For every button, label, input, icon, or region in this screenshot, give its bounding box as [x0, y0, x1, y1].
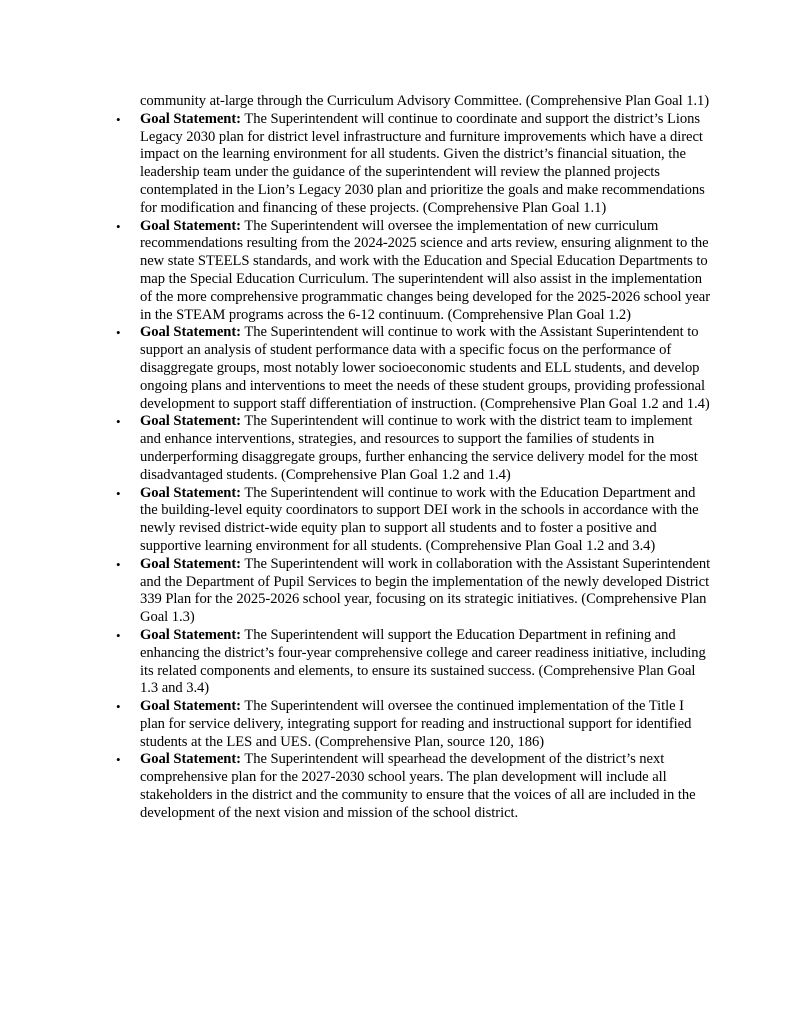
goal-lead: Goal Statement:	[140, 484, 241, 501]
goal-item	[116, 698, 712, 751]
goal-item	[116, 626, 712, 698]
goal-text: The Superintendent will continue to work with the Assistant Superintendent to support an analysis of student performance data with a specific focus on the performance of disaggregate groups, most notably lower socioeconomic students and ELL students, and develop ongoing plans and interventions to meet the needs of these student groups, providing professional development to support staff differentiation of instruction. (Comprehensive Plan Goal 1.2 and 1.4)	[140, 324, 710, 412]
bullet-icon: •	[116, 218, 121, 234]
goal-text: The Superintendent will work in collaboration with the Assistant Superintendent and the Department of Pupil Services to begin the implementation of the newly developed District 339 Plan for the 2025-2026 school year, focusing on its strategic initiatives. (Comprehensive Plan Goal 1.3)	[140, 555, 711, 626]
goal-item	[116, 217, 712, 325]
goal-text: The Superintendent will spearhead the development of the district’s next comprehensive plan for the 2027-2030 school years. The plan development will include all stakeholders in the district and the community to ensure that the voices of all are included in the development of the next vision and mission of the school district.	[140, 751, 696, 821]
bullet-icon: •	[116, 556, 121, 572]
bullet-icon: •	[116, 699, 121, 715]
goal-text: The Superintendent will oversee the continued implementation of the Title I plan for service delivery, integrating support for reading and instructional support for identified students at the LES and UES. (Comprehensive Plan, source 120, 186)	[140, 698, 692, 750]
goal-lead: Goal Statement:	[140, 698, 241, 715]
goal-lead: Goal Statement:	[140, 751, 241, 768]
bullet-icon: •	[116, 752, 121, 768]
goal-text: The Superintendent will continue to coordinate and support the district’s Lions Legacy 2030 plan for district level infrastructure and furniture improvements which have a direct impact on the learning environment for all students. Given the district’s financial situation, the leadership team under the guidance of the superintendent will review the planned projects contemplated in the Lion’s Legacy 2030 plan and prioritize the goals and make recommendations for modification and financing of these projects. (Comprehensive Plan Goal 1.1)	[140, 110, 705, 216]
goal-text: The Superintendent will continue to work with the district team to implement and enhance interventions, strategies, and resources to support the families of students in underperforming disaggregate groups, further enhancing the service delivery model for the most disadvantaged students. (Comprehensive Plan Goal 1.2 and 1.4)	[140, 413, 698, 483]
bullet-icon: •	[116, 627, 121, 643]
goal-item	[116, 484, 712, 556]
goal-item	[116, 324, 712, 413]
goal-item	[116, 555, 712, 627]
document-body	[116, 93, 712, 823]
goal-text: The Superintendent will oversee the implementation of new curriculum recommendations resulting from the 2024-2025 science and arts review, ensuring alignment to the new state STEELS standards, and work with the Education and Special Education Departments to map the Special Education Curriculum. The superintendent will also assist in the implementation of the more comprehensive programmatic changes being developed for the 2025-2026 school year in the STEAM programs across the 6-12 continuum. (Comprehensive Plan Goal 1.2)	[140, 217, 711, 323]
goal-lead: Goal Statement:	[140, 217, 241, 234]
goal-item	[116, 751, 712, 822]
goal-lead: Goal Statement:	[140, 110, 241, 127]
goal-lead: Goal Statement:	[140, 324, 241, 341]
goal-lead: Goal Statement:	[140, 555, 241, 572]
goal-text: The Superintendent will continue to work with the Education Department and the building-level equity coordinators to support DEI work in the schools in accordance with the newly revised district-wide equity plan to support all students and to foster a positive and supportive learning environment for all students. (Comprehensive Plan Goal 1.2 and 3.4)	[140, 484, 699, 554]
goal-item	[116, 110, 712, 218]
bullet-icon: •	[116, 414, 121, 430]
continued-paragraph: community at-large through the Curriculum Advisory Committee. (Comprehensive Plan Goal 1.1)	[140, 93, 710, 109]
goal-statement-list	[116, 110, 712, 823]
goal-lead: Goal Statement:	[140, 626, 241, 643]
bullet-icon: •	[116, 325, 121, 341]
goal-text: The Superintendent will support the Education Department in refining and enhancing the district’s four-year comprehensive college and career readiness initiative, including its related components and elements, to ensure its sustained success. (Comprehensive Plan Goal 1.3 and 3.4)	[140, 626, 706, 697]
goal-lead: Goal Statement:	[140, 413, 241, 430]
bullet-icon: •	[116, 111, 121, 127]
bullet-icon: •	[116, 485, 121, 501]
goal-item	[116, 413, 712, 484]
